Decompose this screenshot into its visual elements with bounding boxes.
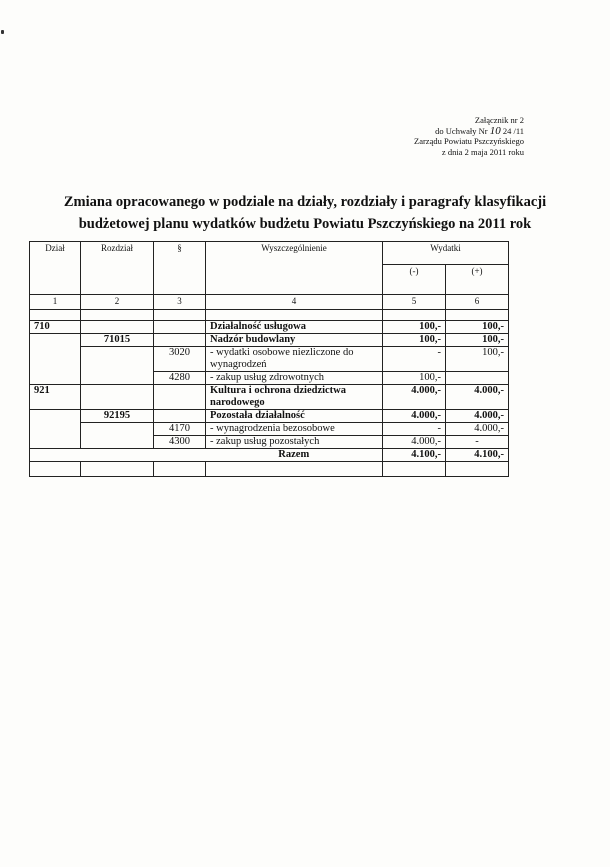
total-minus: 4.100,- bbox=[383, 449, 446, 462]
resolution-date: z dnia 2 maja 2011 roku bbox=[441, 146, 524, 157]
budget-table bbox=[29, 241, 509, 477]
table-row: 71015 Nadzór budowlany 100,- 100,- bbox=[30, 334, 509, 347]
table-row: 710 Działalność usługowa 100,- 100,- bbox=[30, 321, 509, 334]
column-number: 1 bbox=[30, 295, 81, 310]
table-row: 921 Kultura i ochrona dziedzictwa narodowego 4.000,- 4.000,- bbox=[30, 385, 509, 410]
header-paragraf: § bbox=[154, 242, 206, 295]
table-row: 3020 - wydatki osobowe niezliczone do wynagrodzeń - 100,- bbox=[30, 347, 509, 372]
table-row: 4300 - zakup usług pozostałych 4.000,- - bbox=[30, 436, 509, 449]
attachment-number: Załącznik nr 2 bbox=[474, 115, 524, 125]
total-plus: 4.100,- bbox=[446, 449, 509, 462]
board-name: Zarządu Powiatu Pszczyńskiego bbox=[414, 136, 524, 146]
header-plus: (+) bbox=[446, 265, 509, 295]
header-wyszczegolnienie: Wyszczególnienie bbox=[206, 242, 383, 295]
table-end-row bbox=[30, 462, 509, 477]
header-minus: (-) bbox=[383, 265, 446, 295]
header-dzial: Dział bbox=[30, 242, 81, 295]
column-number: 6 bbox=[446, 295, 509, 310]
total-label: Razem bbox=[206, 449, 383, 462]
header-rozdzial: Rozdział bbox=[81, 242, 154, 295]
attachment-note bbox=[414, 115, 524, 157]
column-number: 3 bbox=[154, 295, 206, 310]
scan-speck bbox=[1, 30, 4, 34]
handwritten-number: 10 bbox=[489, 124, 501, 137]
table-row: 4170 - wynagrodzenia bezosobowe - 4.000,- bbox=[30, 423, 509, 436]
table-row: 4280 - zakup usług zdrowotnych 100,- bbox=[30, 372, 509, 385]
resolution-line: do Uchwały Nr 10 24 /11 bbox=[435, 124, 524, 137]
document-title: Zmiana opracowanego w podziale na działy, rozdziały i paragrafy klasyfikacji budżetowej planu wydatków budżetu Powiatu Pszczyńskiego na 2011 rok bbox=[63, 194, 547, 232]
table-row: 92195 Pozostała działalność 4.000,- 4.000,- bbox=[30, 410, 509, 423]
column-number: 5 bbox=[383, 295, 446, 310]
total-row bbox=[30, 449, 509, 462]
column-number: 4 bbox=[206, 295, 383, 310]
column-number: 2 bbox=[81, 295, 154, 310]
header-wydatki: Wydatki bbox=[383, 242, 509, 265]
